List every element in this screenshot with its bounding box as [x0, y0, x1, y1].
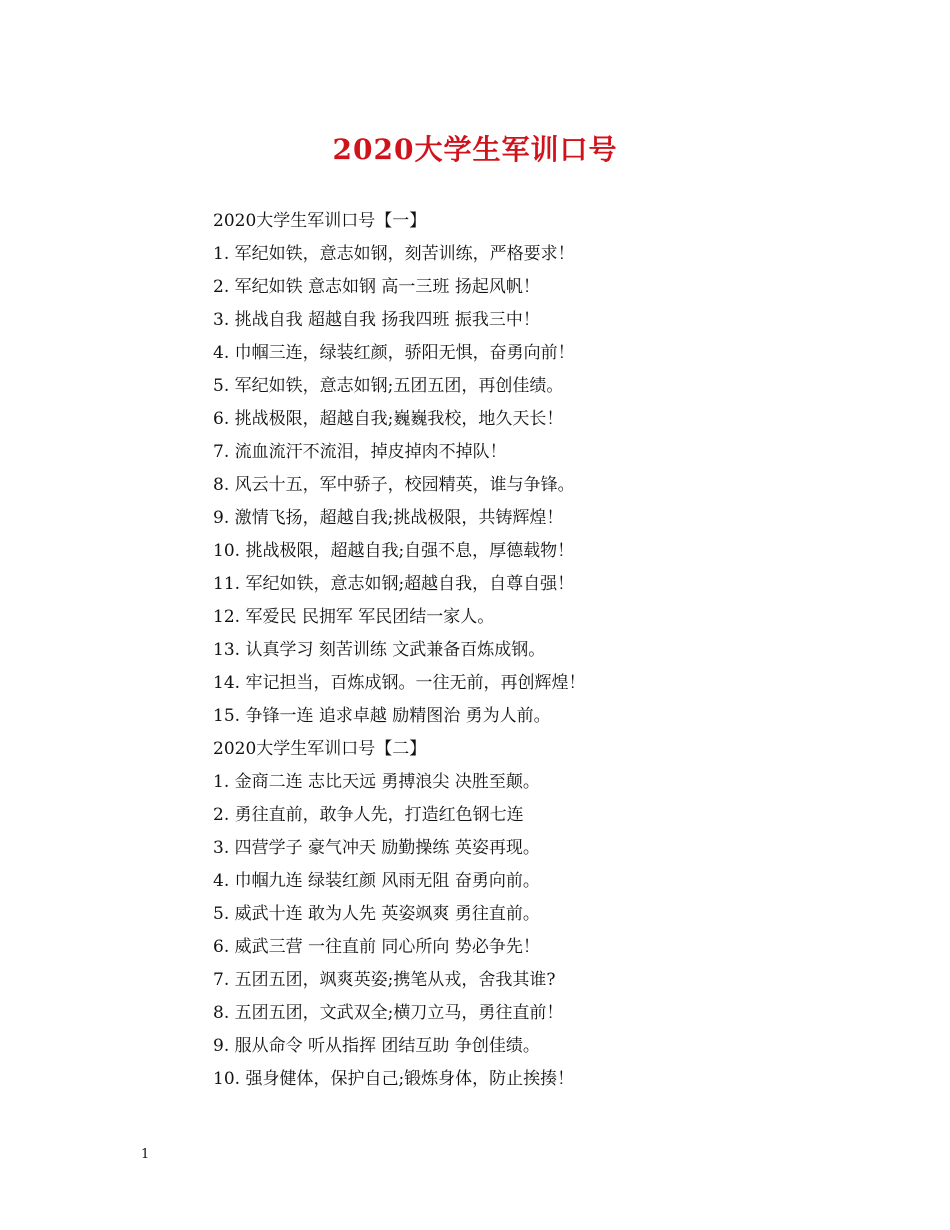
list-item: 11. 军纪如铁，意志如钢;超越自我，自尊自强！	[213, 574, 575, 594]
list-item: 1. 金商二连 志比天远 勇搏浪尖 决胜至颠。	[213, 772, 540, 792]
page-number: 1	[141, 1147, 150, 1162]
list-item: 14. 牢记担当，百炼成钢。一往无前，再创辉煌！	[213, 673, 586, 693]
list-item: 2. 军纪如铁 意志如钢 高一三班 扬起风帆！	[213, 277, 540, 297]
list-item: 2. 勇往直前，敢争人先，打造红色钢七连	[213, 805, 524, 825]
list-item: 1. 军纪如铁，意志如钢，刻苦训练，严格要求！	[213, 244, 575, 264]
list-item: 6. 威武三营 一往直前 同心所向 势必争先！	[213, 937, 540, 957]
list-item: 5. 军纪如铁，意志如钢;五团五团，再创佳绩。	[213, 376, 564, 396]
list-item: 8. 风云十五，军中骄子，校园精英，谁与争锋。	[213, 475, 575, 495]
list-item: 5. 威武十连 敢为人先 英姿飒爽 勇往直前。	[213, 904, 540, 924]
list-item: 13. 认真学习 刻苦训练 文武兼备百炼成钢。	[213, 640, 546, 660]
list-item: 7. 流血流汗不流泪，掉皮掉肉不掉队！	[213, 442, 507, 462]
slogan-list	[213, 205, 733, 1096]
list-item: 6. 挑战极限，超越自我;巍巍我校，地久天长！	[213, 409, 564, 429]
list-item: 4. 巾帼三连，绿装红颜，骄阳无惧，奋勇向前！	[213, 343, 575, 363]
list-item: 10. 挑战极限，超越自我;自强不息，厚德载物！	[213, 541, 575, 561]
list-item: 10. 强身健体，保护自己;锻炼身体，防止挨揍！	[213, 1069, 575, 1089]
list-item: 15. 争锋一连 追求卓越 励精图治 勇为人前。	[213, 706, 551, 726]
list-item: 4. 巾帼九连 绿装红颜 风雨无阻 奋勇向前。	[213, 871, 540, 891]
section-heading: 2020大学生军训口号【二】	[213, 739, 427, 759]
list-item: 9. 服从命令 听从指挥 团结互助 争创佳绩。	[213, 1036, 540, 1056]
page-title: 2020大学生军训口号	[332, 133, 618, 166]
list-item: 9. 激情飞扬，超越自我;挑战极限，共铸辉煌！	[213, 508, 564, 528]
list-item: 3. 挑战自我 超越自我 扬我四班 振我三中！	[213, 310, 540, 330]
list-item: 3. 四营学子 豪气冲天 励勤操练 英姿再现。	[213, 838, 540, 858]
section-heading: 2020大学生军训口号【一】	[213, 211, 427, 231]
list-item: 8. 五团五团，文武双全;横刀立马，勇往直前！	[213, 1003, 564, 1023]
list-item: 12. 军爱民 民拥军 军民团结一家人。	[213, 607, 495, 627]
list-item: 7. 五团五团，飒爽英姿;携笔从戎，舍我其谁?	[213, 970, 556, 990]
